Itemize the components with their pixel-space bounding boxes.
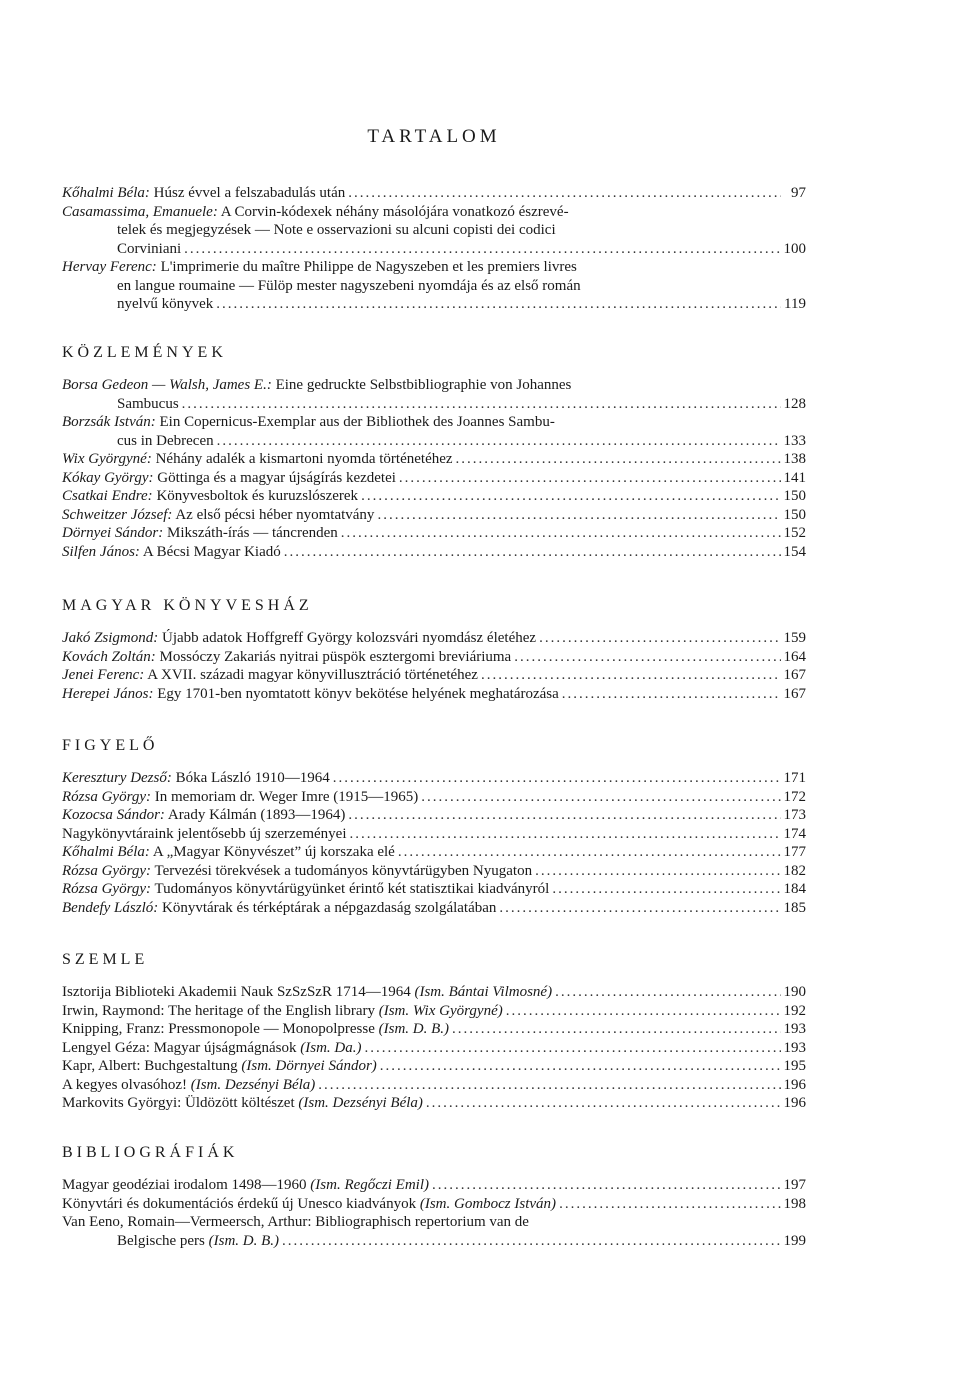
page-number: 193 [783, 1039, 806, 1056]
page-number: 196 [783, 1076, 806, 1093]
entry-author: Herepei János: [62, 685, 154, 702]
entry-title: Knipping, Franz: Pressmonopole — Monopolpresse [62, 1021, 375, 1037]
dot-leader [184, 240, 780, 259]
toc-entry [62, 862, 806, 881]
dot-leader [432, 1176, 781, 1195]
entry-title: Mikszáth-írás — táncrenden [167, 525, 338, 541]
entry-continuation: Belgische pers [117, 1232, 205, 1249]
entry-continuation-line [62, 395, 806, 414]
page-number: 164 [783, 648, 806, 665]
entry-text [62, 629, 536, 648]
dot-leader [182, 395, 781, 414]
entry-title: Egy 1701-ben nyomtatott könyv bekötése helyének meghatározása [157, 685, 559, 702]
dot-leader [348, 806, 780, 825]
dot-leader [552, 880, 780, 899]
entry-title: Magyar geodéziai irodalom 1498—1960 [62, 1177, 307, 1193]
entry-title: L'imprimerie du maître Philippe de Nagyszeben et les premiers livres [160, 259, 577, 275]
toc-entry [62, 413, 806, 450]
dot-leader [365, 1039, 781, 1058]
toc-section-4 [62, 950, 806, 1113]
dot-leader [377, 506, 780, 525]
entry-title: In memoriam dr. Weger Imre (1915—1965) [154, 788, 419, 805]
entry-continuation: Corviniani [117, 240, 182, 257]
entry-text [62, 685, 559, 704]
toc-section-3 [62, 736, 806, 917]
dot-leader [341, 524, 781, 543]
entry-reviewer: (Ism. Regőczi Emil) [310, 1177, 429, 1193]
entry-first-line [62, 843, 806, 862]
entry-continuation: cus in Debrecen [117, 432, 214, 449]
entry-first-line [62, 899, 806, 918]
entry-continuation: en langue roumaine — Fülöp mester nagyszebeni nyomdája és az első román [117, 277, 581, 294]
entry-author: Casamassima, Emanuele: [62, 203, 218, 220]
toc-entry [62, 666, 806, 685]
toc-entry [62, 843, 806, 862]
entry-first-line [62, 880, 806, 899]
entry-title: Tudományos könyvtárügyünket érintő két statisztikai kiadványról [154, 881, 550, 897]
entry-author: Csatkai Endre: [62, 488, 153, 504]
entry-continuation-line [62, 221, 806, 240]
dot-leader [284, 543, 781, 562]
entry-title: Kapr, Albert: Buchgestaltung [62, 1058, 238, 1074]
entry-first-line [62, 862, 806, 881]
dot-leader [348, 184, 781, 203]
entry-first-line [62, 825, 806, 844]
entry-reviewer: (Ism. Dörnyei Sándor) [241, 1058, 377, 1074]
page-number: 171 [783, 770, 806, 786]
entry-reviewer: (Ism. Wix Györgyné) [378, 1002, 503, 1019]
dot-leader [380, 1057, 781, 1076]
dot-leader [421, 788, 780, 807]
entry-text [62, 1094, 423, 1113]
toc-section-5 [62, 1143, 806, 1250]
entry-title: Könyvtárak és térképtárak a népgazdaság szolgálatában [161, 899, 497, 916]
toc-entry [62, 1039, 806, 1058]
dot-leader [456, 450, 781, 469]
entry-title: Arady Kálmán (1893—1964) [167, 807, 346, 823]
entry-first-line [62, 376, 806, 395]
entry-author: Kőhalmi Béla: [62, 844, 150, 860]
dot-leader [506, 1002, 781, 1021]
entry-text [62, 450, 453, 469]
entry-text [62, 1020, 449, 1039]
entry-text [62, 506, 374, 525]
toc-entry [62, 806, 806, 825]
entry-continuation: telek és megjegyzések — Note e osservazioni su alcuni copisti dei codici [117, 222, 556, 238]
entry-title: Van Eeno, Romain—Vermeersch, Arthur: Bibliographisch repertorium van de [62, 1214, 529, 1230]
dot-leader [399, 469, 781, 488]
toc-entry [62, 376, 806, 413]
dot-leader [555, 983, 780, 1002]
page-number: 173 [783, 807, 806, 823]
page-number: 197 [783, 1177, 806, 1193]
toc-entry [62, 629, 806, 648]
page-number: 119 [784, 296, 806, 312]
entry-text [62, 543, 281, 562]
toc-entry [62, 983, 806, 1002]
entry-first-line [62, 1076, 806, 1095]
entry-continuation-line [62, 432, 806, 451]
entry-author: Jenei Ferenc: [62, 667, 145, 683]
entry-first-line [62, 413, 806, 432]
entry-title: Újabb adatok Hoffgreff György kolozsvári nyomdász életéhez [162, 630, 537, 646]
toc-entry [62, 1020, 806, 1039]
page-number: 154 [783, 543, 806, 560]
entry-text [62, 413, 555, 432]
entry-author: Wix Györgyné: [62, 451, 152, 467]
entry-first-line [62, 1213, 806, 1232]
page-number: 198 [783, 1195, 806, 1212]
entry-author: Dörnyei Sándor: [62, 525, 164, 541]
entry-text [62, 843, 395, 862]
entry-text [62, 524, 338, 543]
page-number: 150 [783, 506, 806, 523]
entry-text [62, 648, 511, 667]
dot-leader [333, 769, 781, 788]
toc-entry [62, 1002, 806, 1021]
dot-leader [452, 1020, 780, 1039]
entry-text [62, 825, 346, 844]
entry-title: Eine gedruckte Selbstbibliographie von Johannes [275, 377, 572, 393]
entry-text [62, 1002, 503, 1021]
section-heading: BIBLIOGRÁFIÁK [62, 1144, 239, 1161]
entry-first-line [62, 1195, 806, 1214]
toc-entry [62, 506, 806, 525]
entry-title: Húsz évvel a felszabadulás után [153, 185, 346, 201]
entry-continuation-line [62, 1232, 806, 1251]
dot-leader [216, 295, 781, 314]
entry-text [62, 806, 345, 825]
dot-leader [535, 862, 780, 881]
entry-text [62, 899, 496, 918]
dot-leader [559, 1195, 780, 1214]
entry-title: Könyvesboltok és kuruzslószerek [156, 488, 359, 504]
entry-first-line [62, 203, 806, 222]
dot-leader [539, 629, 780, 648]
entry-title: Ein Copernicus-Exemplar aus der Bibliothek des Joannes Sambu- [159, 414, 555, 430]
entry-first-line [62, 983, 806, 1002]
entry-text [62, 469, 396, 488]
toc-entry [62, 203, 806, 259]
toc-entry [62, 825, 806, 844]
entry-reviewer: (Ism. Dezsényi Béla) [190, 1076, 316, 1093]
entry-first-line [62, 1094, 806, 1113]
entry-first-line [62, 1039, 806, 1058]
entry-continuation: Sambucus [117, 395, 179, 412]
dot-leader [426, 1094, 781, 1113]
entry-author: Schweitzer József: [62, 506, 173, 523]
dot-leader [514, 648, 780, 667]
entry-first-line [62, 469, 806, 488]
entry-author: Jakó Zsigmond: [62, 630, 159, 646]
entry-title: Tervezési törekvések a tudományos könyvtárügyben Nyugaton [154, 862, 533, 879]
entry-text [62, 666, 478, 685]
entry-title: Lengyel Géza: Magyar újságmágnások [62, 1039, 297, 1056]
entry-first-line [62, 506, 806, 525]
entry-title: A kegyes olvasóhoz! [62, 1076, 187, 1093]
entry-reviewer: (Ism. Gombocz István) [419, 1195, 557, 1212]
entry-title: A Corvin-kódexek néhány másolójára vonatkozó észrevé- [220, 203, 569, 220]
entry-author: Silfen János: [62, 543, 140, 560]
entry-text [62, 788, 418, 807]
entry-text [62, 769, 330, 788]
page-number: 192 [783, 1002, 806, 1019]
toc-entry [62, 543, 806, 562]
page-number: 152 [783, 525, 806, 541]
entry-continuation-line [62, 295, 806, 314]
entry-first-line [62, 629, 806, 648]
page-number: 190 [783, 984, 806, 1000]
entry-text [62, 1039, 362, 1058]
page-number: 167 [783, 667, 806, 683]
section-heading: KÖZLEMÉNYEK [62, 344, 227, 361]
page-number: 141 [783, 469, 806, 486]
toc-entry [62, 450, 806, 469]
entry-first-line [62, 1176, 806, 1195]
entry-author: Kozocsa Sándor: [62, 807, 165, 823]
toc-section-0 [62, 184, 806, 314]
entry-title: Nagykönyvtáraink jelentősebb új szerzeményei [62, 825, 347, 842]
toc-entry [62, 648, 806, 667]
entry-first-line [62, 184, 806, 203]
dot-leader [349, 825, 780, 844]
toc-entry [62, 524, 806, 543]
entry-author: Keresztury Dezső: [62, 770, 172, 786]
toc-entry [62, 1076, 806, 1095]
entry-reviewer: (Ism. Da.) [300, 1039, 362, 1056]
toc-entry [62, 487, 806, 506]
dot-leader [481, 666, 781, 685]
entry-reviewer: (Ism. D. B.) [378, 1021, 450, 1037]
entry-title: Markovits Györgyi: Üldözött költészet [62, 1095, 295, 1111]
dot-leader [318, 1076, 780, 1095]
entry-author: Hervay Ferenc: [62, 259, 157, 275]
entry-author: Kovách Zoltán: [62, 648, 156, 665]
dot-leader [562, 685, 781, 704]
dot-leader [282, 1232, 780, 1251]
toc-entry [62, 685, 806, 704]
entry-text [62, 203, 569, 222]
entry-first-line [62, 788, 806, 807]
page-number: 159 [783, 630, 806, 646]
page-number: 199 [783, 1232, 806, 1249]
page-number: 133 [783, 432, 806, 449]
section-heading: SZEMLE [62, 951, 149, 968]
page-number: 150 [783, 488, 806, 504]
document-title: TARTALOM [367, 126, 501, 147]
toc-entry [62, 184, 806, 203]
page-number: 195 [783, 1058, 806, 1074]
entry-text [62, 1076, 315, 1095]
entry-first-line [62, 450, 806, 469]
entry-author: Borzsák István: [62, 414, 156, 430]
entry-title: A „Magyar Könyvészet” új korszaka elé [152, 844, 395, 860]
entry-reviewer: (Ism. Bántai Vilmosné) [414, 984, 553, 1000]
page-number: 185 [783, 899, 806, 916]
page-number: 167 [783, 685, 806, 702]
page-number: 196 [783, 1095, 806, 1111]
entry-continuation: nyelvű könyvek [117, 296, 214, 312]
entry-text [62, 1195, 556, 1214]
page-number: 174 [783, 825, 806, 842]
entry-first-line [62, 543, 806, 562]
entry-text [62, 1176, 429, 1195]
page-number: 128 [783, 395, 806, 412]
entry-text [62, 1213, 529, 1232]
entry-author: Bendefy László: [62, 899, 159, 916]
entry-first-line [62, 1057, 806, 1076]
entry-first-line [62, 258, 806, 277]
toc-entry [62, 899, 806, 918]
entry-title: Bóka László 1910—1964 [175, 770, 330, 786]
entry-title: Irwin, Raymond: The heritage of the English library [62, 1002, 375, 1019]
entry-reviewer: (Ism. Dezsényi Béla) [298, 1095, 423, 1111]
entry-text [62, 1057, 377, 1076]
toc-entry [62, 880, 806, 899]
entry-text [62, 862, 532, 881]
entry-first-line [62, 648, 806, 667]
entry-continuation-line [62, 277, 806, 296]
toc-entry [62, 258, 806, 314]
entry-text [62, 376, 571, 395]
page-number: 97 [791, 185, 806, 201]
entry-author: Rózsa György: [62, 788, 152, 805]
entry-author: Kókay György: [62, 469, 154, 486]
entry-text [62, 487, 358, 506]
entry-author: Rózsa György: [62, 862, 152, 879]
entry-title: Néhány adalék a kismartoni nyomda történetéhez [155, 451, 453, 467]
entry-title: Az első pécsi héber nyomtatvány [175, 506, 375, 523]
toc-section-1 [62, 343, 806, 561]
entry-first-line [62, 487, 806, 506]
entry-text [62, 983, 552, 1002]
toc-entry [62, 769, 806, 788]
toc-entry [62, 1176, 806, 1195]
page-number: 172 [783, 788, 806, 805]
entry-author: Rózsa György: [62, 881, 152, 897]
entry-first-line [62, 666, 806, 685]
entry-text [62, 880, 549, 899]
entry-author: Kőhalmi Béla: [62, 185, 150, 201]
entry-author: Borsa Gedeon — Walsh, James E.: [62, 377, 272, 393]
entry-first-line [62, 1020, 806, 1039]
dot-leader [217, 432, 781, 451]
entry-continuation-line [62, 240, 806, 259]
entry-title: Göttinga és a magyar újságírás kezdetei [157, 469, 396, 486]
dot-leader [398, 843, 781, 862]
entry-title: Mossóczy Zakariás nyitrai püspök esztergomi breviáriuma [159, 648, 512, 665]
entry-title: Isztorija Biblioteki Akademii Nauk SzSzSzR 1714—1964 [62, 984, 411, 1000]
page-number: 184 [783, 881, 806, 897]
entry-reviewer: (Ism. D. B.) [208, 1232, 280, 1249]
page-number: 100 [783, 240, 806, 257]
toc-entry [62, 1213, 806, 1250]
toc-entry [62, 788, 806, 807]
entry-title: Könyvtári és dokumentációs érdekű új Unesco kiadványok [62, 1195, 417, 1212]
section-heading: MAGYAR KÖNYVESHÁZ [62, 597, 313, 614]
entry-first-line [62, 1002, 806, 1021]
toc-entry [62, 1057, 806, 1076]
section-heading: FIGYELŐ [62, 737, 159, 754]
entry-title: A XVII. századi magyar könyvillusztráció történetéhez [147, 667, 478, 683]
dot-leader [499, 899, 780, 918]
page-number: 177 [783, 844, 806, 860]
entry-first-line [62, 769, 806, 788]
dot-leader [361, 487, 780, 506]
toc-section-2 [62, 596, 806, 703]
entry-first-line [62, 806, 806, 825]
page-number: 193 [783, 1021, 806, 1037]
page-number: 138 [783, 451, 806, 467]
entry-first-line [62, 524, 806, 543]
toc-entry [62, 1195, 806, 1214]
entry-title: A Bécsi Magyar Kiadó [142, 543, 281, 560]
entry-text [62, 184, 345, 203]
toc-entry [62, 1094, 806, 1113]
page-number: 182 [783, 862, 806, 879]
toc-entry [62, 469, 806, 488]
entry-first-line [62, 685, 806, 704]
entry-text [62, 258, 577, 277]
